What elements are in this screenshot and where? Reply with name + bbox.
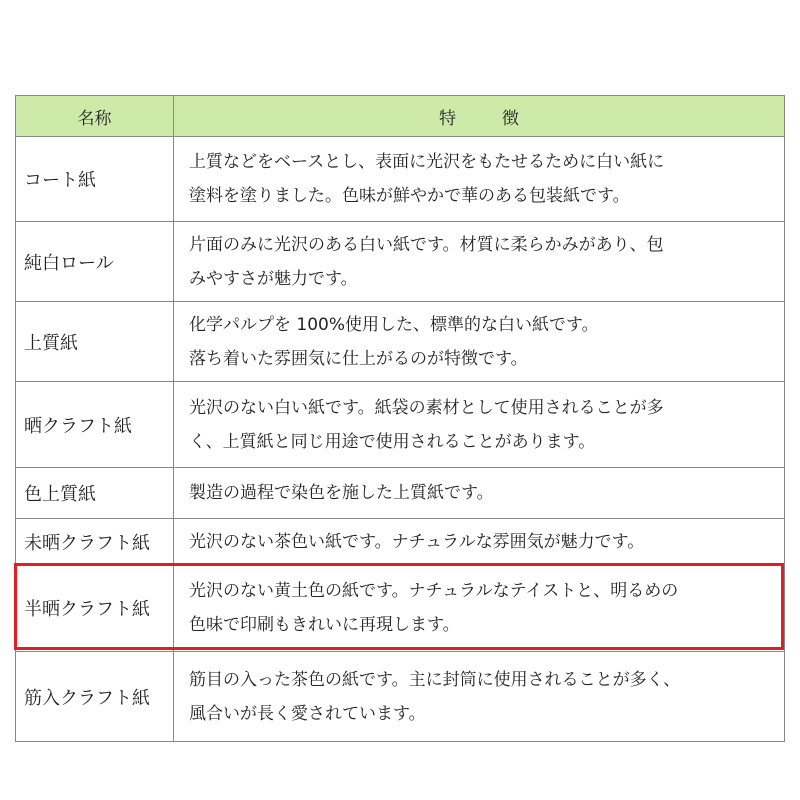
paper-types-table <box>15 95 785 742</box>
description-line: 光沢のない白い紙です。紙袋の素材として使用されることが多 <box>189 397 664 418</box>
paper-name: 晒クラフト紙 <box>16 382 174 468</box>
description-line: 塗料を塗りました。色味が鮮やかで華のある包装紙です。 <box>189 186 630 206</box>
table-row <box>16 565 785 652</box>
paper-name: 色上質紙 <box>16 468 174 519</box>
paper-name: 半晒クラフト紙 <box>16 565 174 652</box>
paper-description <box>174 468 785 519</box>
description-line: 落ち着いた雰囲気に仕上がるのが特徴です。 <box>189 348 528 369</box>
paper-description <box>174 382 785 468</box>
paper-name: 筋入クラフト紙 <box>16 652 174 742</box>
table-row <box>16 302 785 382</box>
description-line: 筋目の入った茶色の紙です。主に封筒に使用されることが多く、 <box>189 669 681 690</box>
table-row <box>16 652 785 742</box>
paper-description <box>174 652 785 742</box>
paper-description <box>174 565 785 652</box>
paper-name: 未晒クラフト紙 <box>16 519 174 565</box>
description-line: 光沢のない茶色い紙です。ナチュラルな雰囲気が魅力です。 <box>189 531 645 552</box>
description-line: 光沢のない黄土色の紙です。ナチュラルなテイストと、明るめの <box>189 581 679 601</box>
table-row <box>16 222 785 302</box>
table-row <box>16 382 785 468</box>
table-header-row <box>16 96 785 137</box>
description-line: 片面のみに光沢のある白い紙です。材質に柔らかみがあり、包 <box>189 234 664 255</box>
table-row <box>16 468 785 519</box>
header-feature <box>174 96 785 137</box>
description-line: 化学パルプを 100%使用した、標準的な白い紙です。 <box>189 314 599 335</box>
description-line: 色味で印刷もきれいに再現します。 <box>189 615 460 635</box>
table-row <box>16 519 785 565</box>
table-row <box>16 137 785 222</box>
header-feature-char-1: 特 <box>439 108 456 129</box>
paper-description <box>174 137 785 222</box>
description-line: 風合いが長く愛されています。 <box>189 703 426 724</box>
description-line: 上質などをベースとし、表面に光沢をもたせるために白い紙に <box>189 152 665 172</box>
description-line: く、上質紙と同じ用途で使用されることがあります。 <box>189 431 596 452</box>
paper-name: 上質紙 <box>16 302 174 382</box>
header-name: 名称 <box>16 96 174 137</box>
description-line: 製造の過程で染色を施した上質紙です。 <box>189 483 494 503</box>
paper-name: 純白ロール <box>16 222 174 302</box>
header-feature-char-2: 徴 <box>502 108 519 129</box>
paper-description <box>174 222 785 302</box>
paper-description <box>174 302 785 382</box>
paper-description <box>174 519 785 565</box>
description-line: みやすさが魅力です。 <box>189 268 358 289</box>
paper-name: コート紙 <box>16 137 174 222</box>
